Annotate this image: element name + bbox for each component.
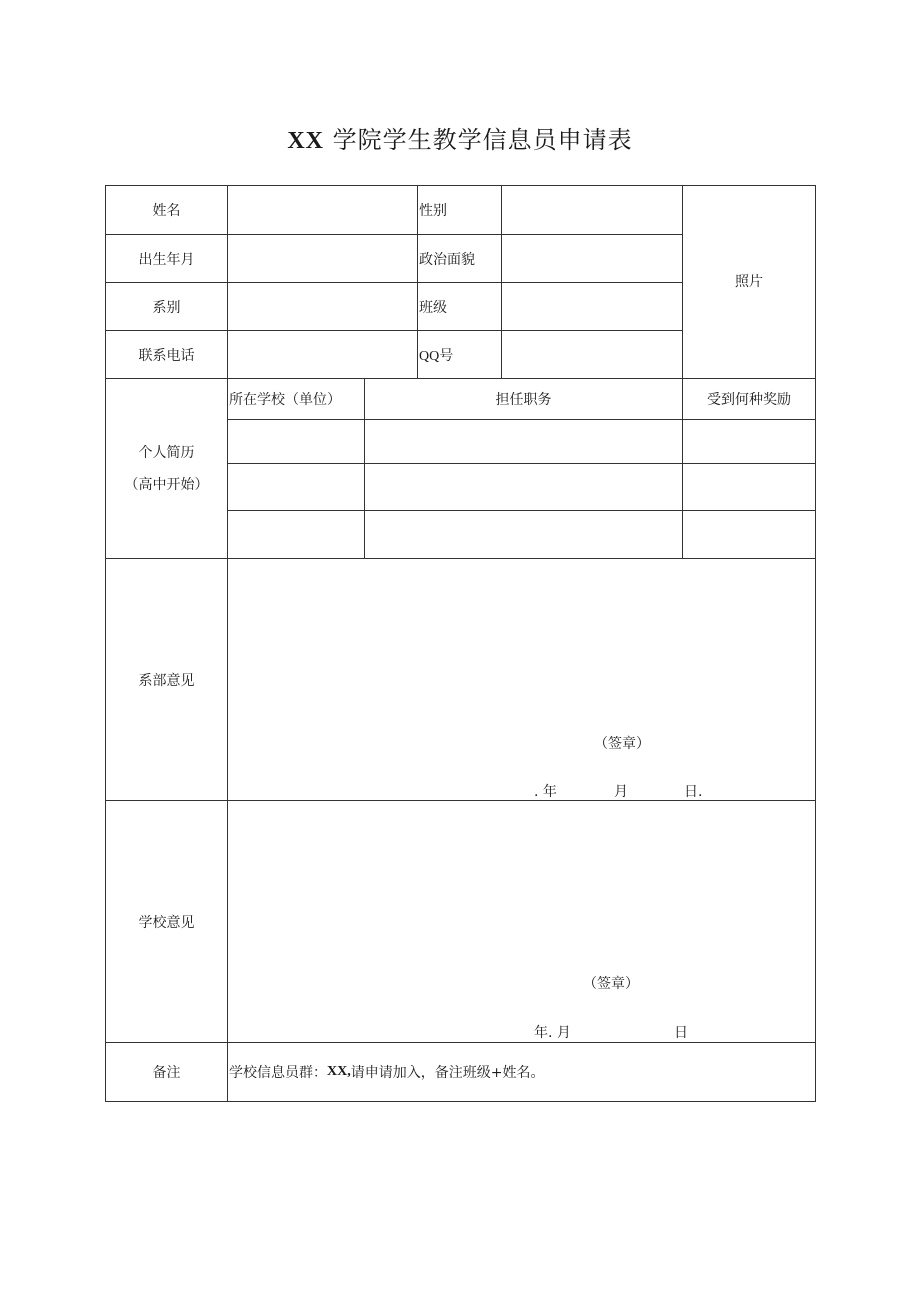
photo-label: 照片: [735, 274, 763, 290]
gender-label-cell: [418, 186, 502, 235]
department-opinion-field[interactable]: [228, 559, 816, 801]
school-stamp: （签章）: [583, 976, 639, 992]
department-label-cell: [106, 283, 228, 331]
remarks-label-cell: [106, 1043, 228, 1102]
resume-school-field-3[interactable]: [228, 511, 365, 559]
name-label-cell: [106, 186, 228, 235]
remarks-text-suffix: 请申请加入，备注班级+姓名。: [350, 1065, 545, 1081]
name-label: 姓名: [152, 203, 181, 219]
gender-field[interactable]: [502, 186, 683, 235]
application-form: [105, 185, 816, 1102]
department-date-month: 月: [614, 784, 628, 800]
department-stamp: （签章）: [594, 736, 650, 752]
resume-label: 个人简历: [138, 444, 195, 461]
phone-field[interactable]: [228, 331, 418, 379]
title-text: 学院学生教学信息员申请表: [332, 126, 633, 154]
resume-school-field-2[interactable]: [228, 464, 365, 511]
resume-position-field-1[interactable]: [365, 420, 683, 464]
qq-field[interactable]: [502, 331, 683, 379]
qq-label: QQ号: [419, 348, 454, 364]
birth-field[interactable]: [228, 235, 418, 283]
school-opinion-label: 学校意见: [138, 914, 195, 931]
school-date-year-month: 年. 月: [534, 1025, 571, 1041]
department-date-year: . 年: [534, 784, 557, 800]
school-date-day: 日: [674, 1025, 688, 1041]
school-opinion-field[interactable]: [228, 801, 816, 1043]
phone-label-cell: [106, 331, 228, 379]
political-label-cell: [418, 235, 502, 283]
resume-award-field-2[interactable]: [683, 464, 816, 511]
page-title: [0, 120, 920, 155]
name-field[interactable]: [228, 186, 418, 235]
remarks-text-bold: XX,: [327, 1064, 351, 1079]
department-opinion-label-cell: [106, 559, 228, 801]
resume-position-field-2[interactable]: [365, 464, 683, 511]
resume-col-position: [365, 379, 683, 420]
photo-cell[interactable]: [683, 186, 816, 379]
title-prefix: XX: [287, 128, 325, 154]
resume-award-field-1[interactable]: [683, 420, 816, 464]
school-opinion-label-cell: [106, 801, 228, 1043]
resume-award-field-3[interactable]: [683, 511, 816, 559]
phone-label: 联系电话: [138, 347, 195, 364]
political-field[interactable]: [502, 235, 683, 283]
resume-col-award-label: 受到何种奖励: [707, 392, 791, 408]
resume-sublabel: （高中开始）: [124, 476, 209, 493]
department-field[interactable]: [228, 283, 418, 331]
resume-label-cell: [106, 379, 228, 559]
resume-col-school-label: 所在学校（单位）: [229, 392, 341, 408]
qq-label-cell: [418, 331, 502, 379]
resume-col-award: [683, 379, 816, 420]
resume-school-field-1[interactable]: [228, 420, 365, 464]
resume-col-school: [228, 379, 365, 420]
class-field[interactable]: [502, 283, 683, 331]
department-label: 系别: [152, 299, 181, 316]
birth-label-cell: [106, 235, 228, 283]
remarks-text-prefix: 学校信息员群：: [229, 1065, 327, 1081]
resume-position-field-3[interactable]: [365, 511, 683, 559]
class-label-cell: [418, 283, 502, 331]
gender-label: 性别: [419, 203, 447, 219]
birth-label: 出生年月: [138, 251, 195, 268]
department-date-day: 日.: [684, 784, 703, 800]
class-label: 班级: [419, 299, 447, 316]
department-opinion-label: 系部意见: [138, 672, 195, 689]
resume-col-position-label: 担任职务: [495, 392, 552, 408]
remarks-field: [228, 1043, 816, 1102]
remarks-label: 备注: [152, 1065, 181, 1081]
political-label: 政治面貌: [419, 251, 475, 268]
